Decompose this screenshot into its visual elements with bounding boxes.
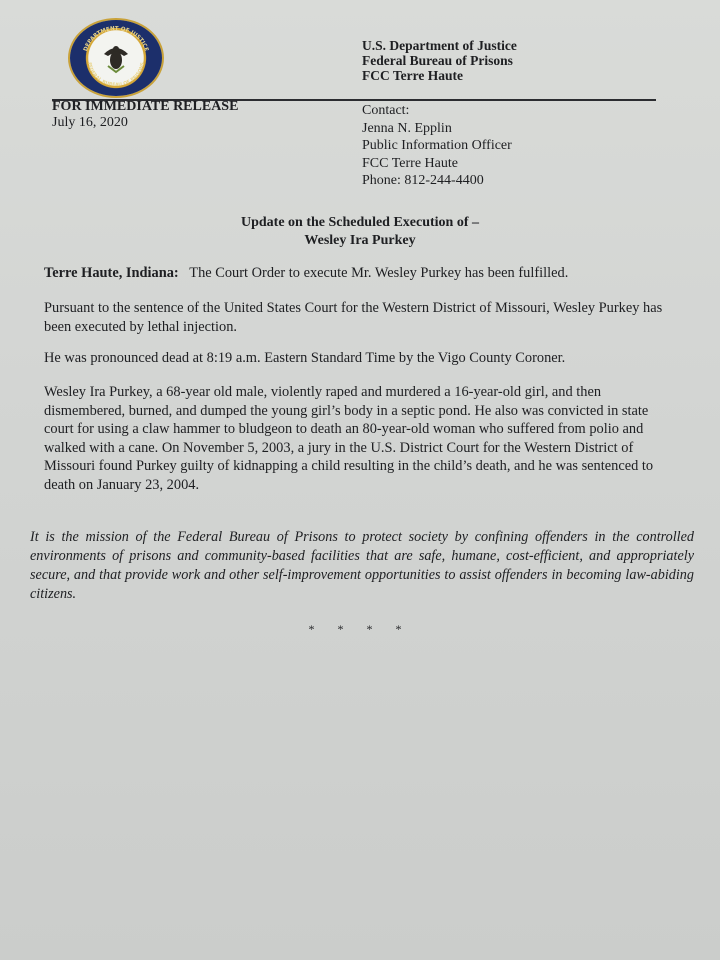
crime-paragraph: Wesley Ira Purkey, a 68-year old male, violently raped and murdered a 16-year-old girl, and then dismembered, burned, and dumped the young girl’s body in a septic pond. He also was convicted in state court for using a claw hammer to bludgeon to death an 80-year-old woman who suffered from polio and walked with a cane. On November 5, 2003, a jury in the U.S. District Court for the Western District of Missouri found Purkey guilty of kidnapping a child resulting in the child’s death, and he was sentenced to death on January 23, 2004. xyxy=(44,384,654,493)
release-date: July 16, 2020 xyxy=(52,115,128,130)
headline-line2: Wesley Ira Purkey xyxy=(304,233,416,248)
seal-eagle-icon xyxy=(70,20,162,96)
end-marks: * * * * xyxy=(308,622,412,636)
headline xyxy=(0,214,720,250)
contact-phone: Phone: 812-244-4400 xyxy=(362,173,484,188)
agency-block xyxy=(362,38,517,83)
contact-label: Contact: xyxy=(362,103,410,118)
sentence-paragraph: Pursuant to the sentence of the United States Court for the Western District of Missouri, Wesley Purkey has been executed by lethal injection. xyxy=(44,300,663,335)
agency-facility: FCC Terre Haute xyxy=(362,68,463,83)
pronounced-paragraph: He was pronounced dead at 8:19 a.m. Eastern Standard Time by the Vigo County Coroner. xyxy=(44,350,566,366)
agency-bureau: Federal Bureau of Prisons xyxy=(362,53,513,68)
headline-line1: Update on the Scheduled Execution of – xyxy=(240,215,480,230)
lead-paragraph xyxy=(44,264,680,283)
mission-statement: It is the mission of the Federal Bureau of Prisons to protect society by confining offenders in the controlled environments of prisons and community-based facilities that are safe, humane, cost-efficient, and appropriately secure, and that provide work and other self-improvement opportunities to assist offenders in becoming law-abiding citizens. xyxy=(30,529,694,602)
doj-seal-logo xyxy=(70,20,162,96)
seal-outer-text: DEPARTMENT OF JUSTICE xyxy=(82,25,150,53)
contact-block xyxy=(362,102,512,190)
lead-text: The Court Order to execute Mr. Wesley Purkey has been fulfilled. xyxy=(189,265,569,281)
agency-department: U.S. Department of Justice xyxy=(362,38,517,53)
contact-title: Public Information Officer xyxy=(362,138,512,153)
dateline: Terre Haute, Indiana: xyxy=(44,265,179,281)
release-label: FOR IMMEDIATE RELEASE xyxy=(52,99,239,114)
seal-inner-text: FEDERAL BUREAU OF PRISONS xyxy=(86,62,146,89)
contact-name: Jenna N. Epplin xyxy=(362,120,452,136)
contact-office: FCC Terre Haute xyxy=(362,155,458,171)
